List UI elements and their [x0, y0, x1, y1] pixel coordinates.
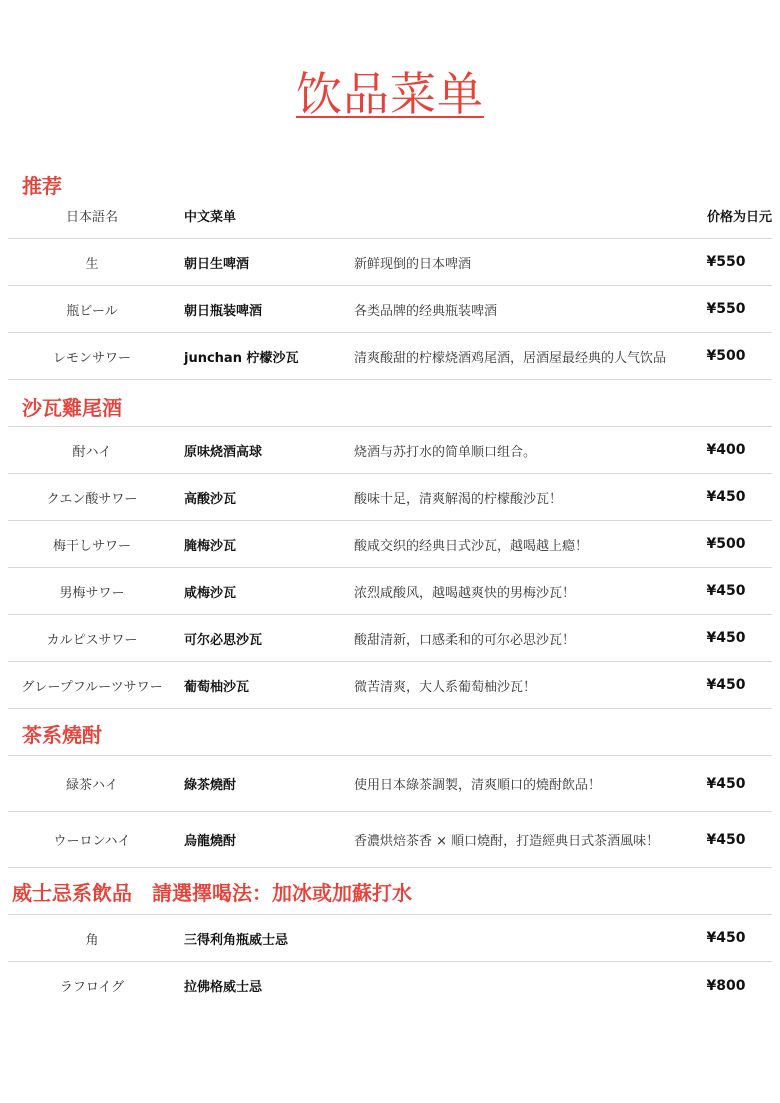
section-title-recommended: 推荐 [22, 174, 62, 198]
item-price: ¥450 [706, 831, 746, 848]
item-price: ¥450 [706, 677, 746, 693]
item-japanese-name: 梅干しサワー [52, 538, 131, 554]
section-title-whisky: 威士忌系飲品 請選擇喝法：加冰或加蘇打水 [12, 881, 412, 905]
item-price: ¥450 [706, 489, 746, 505]
item-description: 新鲜现倒的日本啤酒 [354, 256, 472, 272]
item-description: 酸咸交织的经典日式沙瓦，越喝越上瘾！ [354, 538, 589, 554]
item-price: ¥450 [706, 630, 746, 646]
menu-row [8, 333, 772, 380]
item-chinese-name: 腌梅沙瓦 [184, 538, 237, 554]
item-japanese-name: カルピスサワー [46, 632, 138, 648]
item-japanese-name: ラフロイグ [59, 980, 125, 995]
item-price: ¥450 [706, 775, 746, 792]
menu-row [8, 568, 772, 615]
item-chinese-name: 綠茶燒酎 [184, 778, 237, 793]
item-chinese-name: 可尔必思沙瓦 [184, 632, 263, 648]
item-price: ¥450 [706, 930, 746, 946]
item-price: ¥500 [706, 348, 746, 364]
item-description: 浓烈咸酸风，越喝越爽快的男梅沙瓦！ [354, 585, 576, 601]
menu-row [8, 286, 772, 333]
item-price: ¥550 [706, 301, 746, 317]
item-description: 酸甜清新，口感柔和的可尔必思沙瓦！ [354, 632, 576, 648]
menu-row [8, 521, 772, 568]
menu-row [8, 474, 772, 521]
item-japanese-name: 酎ハイ [72, 444, 112, 460]
item-description: 使用日本綠茶調製，清爽順口的燒酎飲品！ [354, 778, 602, 793]
menu-row [8, 239, 772, 286]
item-description: 各类品牌的经典瓶装啤酒 [354, 303, 498, 319]
item-japanese-name: レモンサワー [52, 350, 131, 366]
menu-row [8, 915, 772, 962]
item-price: ¥800 [706, 977, 746, 994]
section-title-sours: 沙瓦雞尾酒 [22, 396, 122, 420]
menu-row [8, 756, 772, 812]
item-chinese-name: 高酸沙瓦 [184, 491, 237, 507]
item-chinese-name: 咸梅沙瓦 [184, 585, 237, 601]
menu-row [8, 962, 772, 1009]
item-chinese-name: 三得利角瓶威士忌 [184, 932, 289, 948]
item-japanese-name: 緑茶ハイ [65, 778, 118, 793]
header-price: 价格为日元 [706, 209, 772, 225]
item-japanese-name: 生 [85, 256, 99, 272]
item-price: ¥550 [706, 254, 746, 270]
item-japanese-name: 男梅サワー [59, 585, 125, 601]
menu-row [8, 812, 772, 868]
item-description: 烧酒与苏打水的简单顺口组合。 [354, 444, 537, 460]
item-japanese-name: クエン酸サワー [46, 491, 138, 507]
header-chinese-name: 中文菜单 [184, 209, 237, 225]
item-description: 香濃烘焙茶香 × 順口燒酎，打造經典日式茶酒風味！ [354, 834, 660, 849]
item-chinese-name: junchan 柠檬沙瓦 [184, 350, 299, 366]
item-chinese-name: 朝日生啤酒 [184, 256, 250, 272]
item-description: 酸味十足，清爽解渴的柠檬酸沙瓦！ [354, 491, 563, 507]
item-japanese-name: 角 [85, 932, 99, 948]
item-japanese-name: ウーロンハイ [53, 834, 131, 849]
item-price: ¥450 [706, 583, 746, 599]
table-header-row [8, 192, 772, 239]
menu-row [8, 427, 772, 474]
item-japanese-name: グレープフルーツサワー [21, 679, 163, 695]
item-chinese-name: 葡萄柚沙瓦 [184, 679, 250, 695]
section-title-tea-shochu: 茶系燒酎 [22, 723, 102, 747]
item-chinese-name: 拉佛格威士忌 [184, 980, 263, 995]
menu-row [8, 615, 772, 662]
item-description: 微苦清爽，大人系葡萄柚沙瓦！ [354, 679, 537, 695]
item-description: 清爽酸甜的柠檬烧酒鸡尾酒，居酒屋最经典的人气饮品 [354, 350, 667, 366]
item-price: ¥500 [706, 536, 746, 552]
item-chinese-name: 烏龍燒酎 [184, 834, 237, 849]
item-chinese-name: 原味烧酒高球 [184, 444, 263, 460]
menu-row [8, 662, 772, 709]
header-japanese-name: 日本語名 [65, 209, 118, 225]
item-japanese-name: 瓶ビール [66, 303, 118, 319]
page-title: 饮品菜单 [296, 67, 484, 121]
item-chinese-name: 朝日瓶装啤酒 [184, 303, 263, 319]
item-price: ¥400 [706, 442, 746, 458]
